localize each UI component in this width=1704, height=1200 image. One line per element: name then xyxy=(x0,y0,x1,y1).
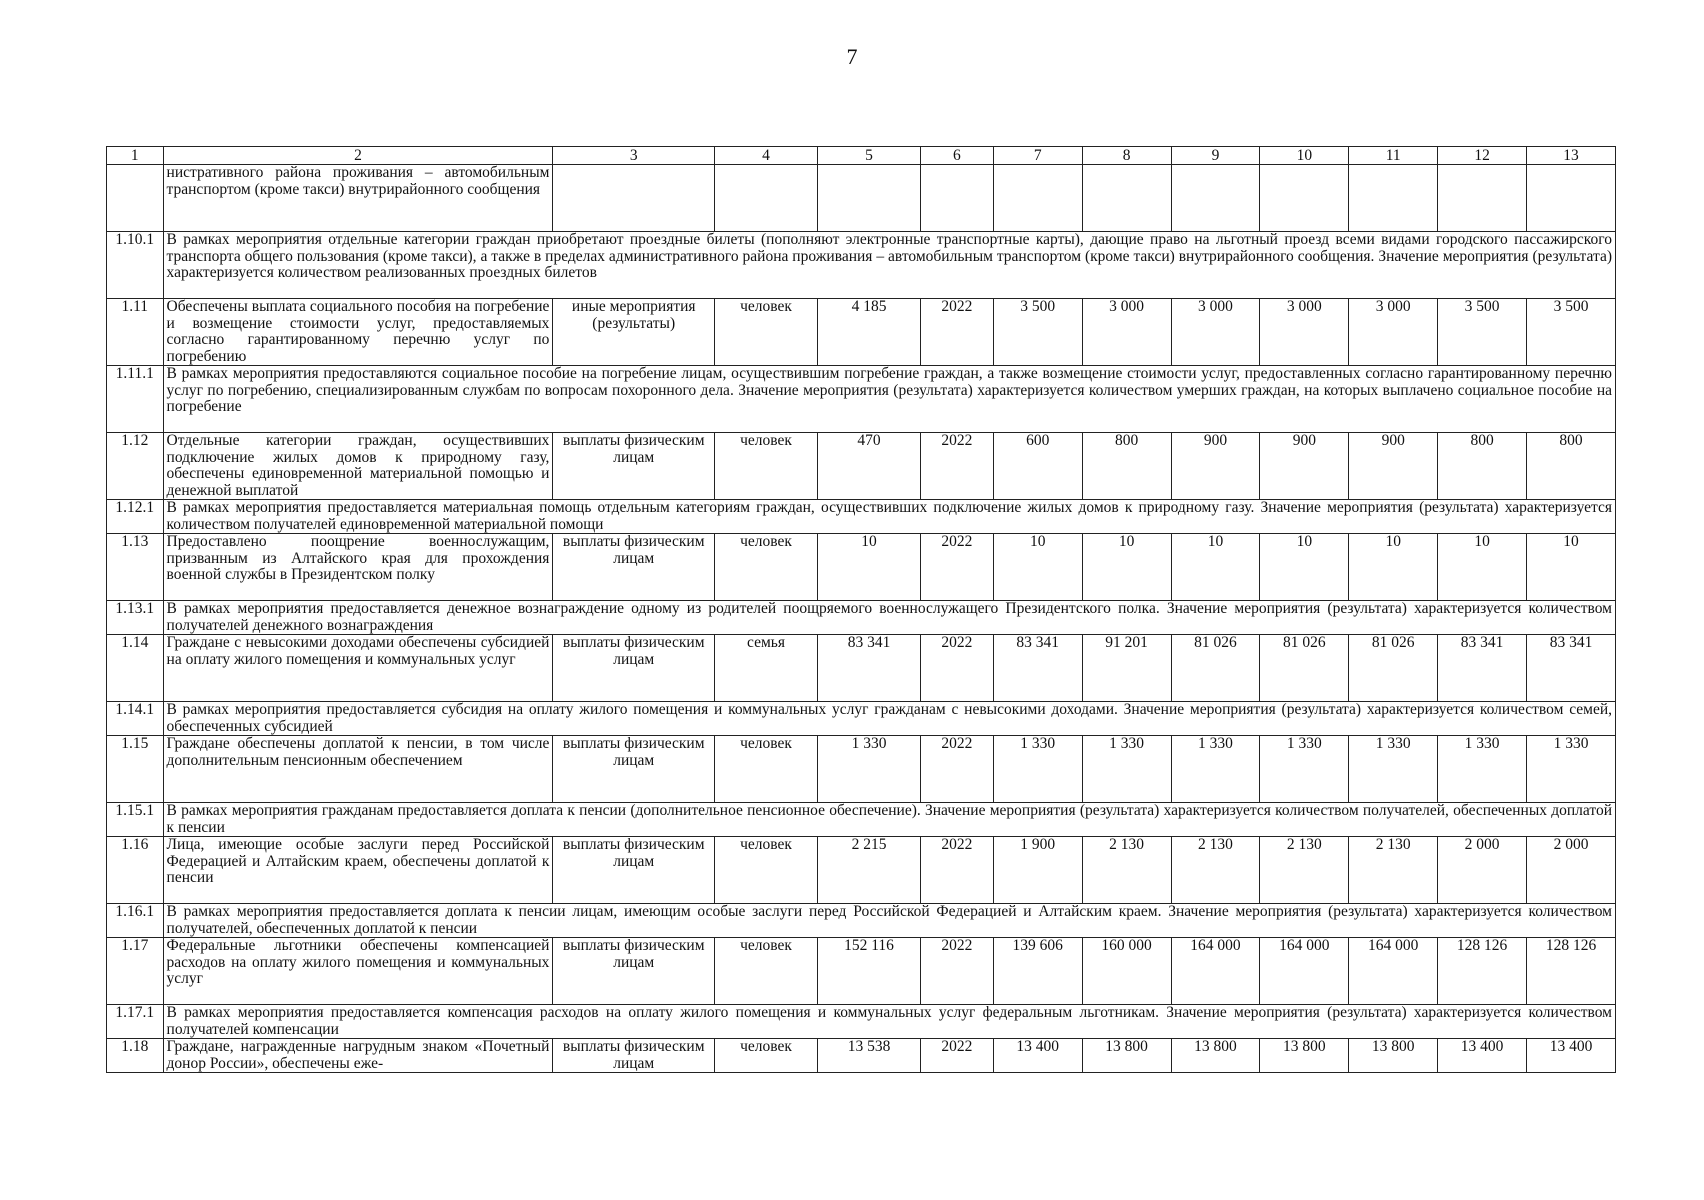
value-cell: 2 215 xyxy=(818,837,921,904)
value-cell: 13 538 xyxy=(818,1039,921,1073)
description-row xyxy=(107,904,1616,938)
row-name: Граждане с невысокими доходами обеспечены субсидией на оплату жилого помещения и коммунальных услуг xyxy=(163,635,553,702)
value-cell: 470 xyxy=(818,433,921,500)
value-cell: 900 xyxy=(1171,433,1260,500)
value-cell: 128 126 xyxy=(1438,938,1527,1005)
column-number: 1 xyxy=(107,147,164,165)
value-cell: 2 000 xyxy=(1438,837,1527,904)
value-cell: 2022 xyxy=(921,534,994,601)
row-code: 1.14.1 xyxy=(107,702,164,736)
row-description: В рамках мероприятия предоставляется субсидия на оплату жилого помещения и коммунальных услуг гражданам с невысокими доходами. Значение мероприятия (результата) характеризуется количеством семей, обеспеченных субсидией xyxy=(163,702,1615,736)
value-cell: 2022 xyxy=(921,433,994,500)
value-cell: 1 330 xyxy=(993,736,1082,803)
row-code: 1.13.1 xyxy=(107,601,164,635)
row-kind: выплаты физическим лицам xyxy=(553,635,715,702)
column-number: 8 xyxy=(1082,147,1171,165)
description-row xyxy=(107,232,1616,299)
value-cell: 13 800 xyxy=(1349,1039,1438,1073)
table-row xyxy=(107,837,1616,904)
row-code: 1.14 xyxy=(107,635,164,702)
description-row xyxy=(107,803,1616,837)
value-cell: 800 xyxy=(1527,433,1616,500)
column-number: 9 xyxy=(1171,147,1260,165)
empty-cell xyxy=(1527,165,1616,232)
row-description: В рамках мероприятия отдельные категории граждан приобретают проездные билеты (пополняют электронные транспортные карты), дающие право на льготный проезд всеми видами городского пассажирского транспорта общего пользования (кроме такси), а также в пределах административного района проживания – автомобильным транспортом (кроме такси) внутрирайонного сообщения. Значение мероприятия (результата) характеризуется количеством реализованных проездных билетов xyxy=(163,232,1615,299)
value-cell: 10 xyxy=(818,534,921,601)
row-code: 1.16.1 xyxy=(107,904,164,938)
value-cell: 3 500 xyxy=(1527,299,1616,366)
empty-cell xyxy=(553,165,715,232)
row-unit: человек xyxy=(715,938,818,1005)
value-cell: 1 330 xyxy=(1171,736,1260,803)
value-cell: 2 000 xyxy=(1527,837,1616,904)
row-unit: человек xyxy=(715,736,818,803)
value-cell: 2022 xyxy=(921,635,994,702)
value-cell: 10 xyxy=(1082,534,1171,601)
value-cell: 81 026 xyxy=(1260,635,1349,702)
value-cell: 10 xyxy=(1171,534,1260,601)
value-cell: 2022 xyxy=(921,1039,994,1073)
value-cell: 152 116 xyxy=(818,938,921,1005)
row-description: В рамках мероприятия предоставляется доплата к пенсии лицам, имеющим особые заслуги перед Российской Федерацией и Алтайским краем. Значение мероприятия (результата) характеризуется количеством получателей, обеспеченных доплатой к пенсии xyxy=(163,904,1615,938)
row-code: 1.12.1 xyxy=(107,500,164,534)
value-cell: 83 341 xyxy=(993,635,1082,702)
column-number: 11 xyxy=(1349,147,1438,165)
row-code: 1.17.1 xyxy=(107,1005,164,1039)
empty-cell xyxy=(1171,165,1260,232)
value-cell: 139 606 xyxy=(993,938,1082,1005)
column-number-row xyxy=(107,147,1616,165)
row-kind: выплаты физическим лицам xyxy=(553,433,715,500)
value-cell: 10 xyxy=(1260,534,1349,601)
row-code-cell xyxy=(107,165,164,232)
column-number: 7 xyxy=(993,147,1082,165)
value-cell: 2 130 xyxy=(1260,837,1349,904)
row-unit: человек xyxy=(715,1039,818,1073)
row-name: Отдельные категории граждан, осуществивших подключение жилых домов к природному газу, обеспечены единовременной материальной помощью и денежной выплатой xyxy=(163,433,553,500)
value-cell: 164 000 xyxy=(1260,938,1349,1005)
value-cell: 128 126 xyxy=(1527,938,1616,1005)
row-description: В рамках мероприятия предоставляется денежное вознаграждение одному из родителей поощряемого военнослужащего Президентского полка. Значение мероприятия (результата) характеризуется количеством получателей денежного вознаграждения xyxy=(163,601,1615,635)
value-cell: 900 xyxy=(1349,433,1438,500)
value-cell: 1 330 xyxy=(1349,736,1438,803)
value-cell: 13 400 xyxy=(993,1039,1082,1073)
value-cell: 900 xyxy=(1260,433,1349,500)
value-cell: 10 xyxy=(1349,534,1438,601)
column-number: 2 xyxy=(163,147,553,165)
value-cell: 164 000 xyxy=(1171,938,1260,1005)
row-name: Обеспечены выплата социального пособия на погребение и возмещение стоимости услуг, предоставляемых согласно гарантированному перечню услуг по погребению xyxy=(163,299,553,366)
value-cell: 2022 xyxy=(921,736,994,803)
value-cell: 10 xyxy=(1527,534,1616,601)
row-name: Граждане, награжденные нагрудным знаком «Почетный донор России», обеспечены еже- xyxy=(163,1039,553,1073)
row-code: 1.13 xyxy=(107,534,164,601)
value-cell: 13 800 xyxy=(1082,1039,1171,1073)
row-kind: выплаты физическим лицам xyxy=(553,837,715,904)
row-kind: иные мероприятия (результаты) xyxy=(553,299,715,366)
row-code: 1.17 xyxy=(107,938,164,1005)
table-row xyxy=(107,1039,1616,1073)
column-number: 3 xyxy=(553,147,715,165)
value-cell: 2 130 xyxy=(1349,837,1438,904)
row-description: В рамках мероприятия предоставляется компенсация расходов на оплату жилого помещения и коммунальных услуг федеральным льготникам. Значение мероприятия (результата) характеризуется количеством получателей компенсации xyxy=(163,1005,1615,1039)
row-kind: выплаты физическим лицам xyxy=(553,938,715,1005)
description-row xyxy=(107,366,1616,433)
value-cell: 1 330 xyxy=(1082,736,1171,803)
row-name: Граждане обеспечены доплатой к пенсии, в том числе дополнительным пенсионным обеспечением xyxy=(163,736,553,803)
value-cell: 1 330 xyxy=(1527,736,1616,803)
row-code: 1.16 xyxy=(107,837,164,904)
page-number: 7 xyxy=(846,44,858,69)
value-cell: 800 xyxy=(1082,433,1171,500)
empty-cell xyxy=(818,165,921,232)
column-number: 4 xyxy=(715,147,818,165)
row-name: Предоставлено поощрение военнослужащим, призванным из Алтайского края для прохождения военной службы в Президентском полку xyxy=(163,534,553,601)
empty-cell xyxy=(921,165,994,232)
row-code: 1.11.1 xyxy=(107,366,164,433)
value-cell: 2022 xyxy=(921,299,994,366)
indicators-table xyxy=(106,146,1616,1073)
value-cell: 13 800 xyxy=(1171,1039,1260,1073)
value-cell: 83 341 xyxy=(818,635,921,702)
column-number: 5 xyxy=(818,147,921,165)
value-cell: 600 xyxy=(993,433,1082,500)
value-cell: 81 026 xyxy=(1349,635,1438,702)
value-cell: 13 400 xyxy=(1438,1039,1527,1073)
description-row xyxy=(107,601,1616,635)
value-cell: 164 000 xyxy=(1349,938,1438,1005)
continuation-text: нистративного района проживания – автомобильным транспортом (кроме такси) внутрирайонного сообщения xyxy=(163,165,553,232)
row-code: 1.10.1 xyxy=(107,232,164,299)
table-row xyxy=(107,938,1616,1005)
empty-cell xyxy=(1349,165,1438,232)
value-cell: 2 130 xyxy=(1082,837,1171,904)
value-cell: 3 500 xyxy=(993,299,1082,366)
description-row xyxy=(107,1005,1616,1039)
value-cell: 4 185 xyxy=(818,299,921,366)
value-cell: 83 341 xyxy=(1438,635,1527,702)
row-code: 1.15.1 xyxy=(107,803,164,837)
value-cell: 2022 xyxy=(921,938,994,1005)
value-cell: 10 xyxy=(993,534,1082,601)
row-kind: выплаты физическим лицам xyxy=(553,736,715,803)
value-cell: 13 800 xyxy=(1260,1039,1349,1073)
description-row xyxy=(107,500,1616,534)
value-cell: 3 000 xyxy=(1082,299,1171,366)
description-row xyxy=(107,702,1616,736)
table-row xyxy=(107,299,1616,366)
row-description: В рамках мероприятия предоставляется материальная помощь отдельным категориям граждан, осуществивших подключение жилых домов к природному газу. Значение мероприятия (результата) характеризуется количеством получателей единовременной материальной помощи xyxy=(163,500,1615,534)
value-cell: 1 330 xyxy=(1260,736,1349,803)
row-code: 1.11 xyxy=(107,299,164,366)
table-row xyxy=(107,534,1616,601)
empty-cell xyxy=(1082,165,1171,232)
row-description: В рамках мероприятия гражданам предоставляется доплата к пенсии (дополнительное пенсионное обеспечение). Значение мероприятия (результата) характеризуется количеством получателей, обеспеченных доплатой к пенсии xyxy=(163,803,1615,837)
table-row xyxy=(107,635,1616,702)
empty-cell xyxy=(715,165,818,232)
empty-cell xyxy=(1260,165,1349,232)
row-unit: человек xyxy=(715,299,818,366)
value-cell: 800 xyxy=(1438,433,1527,500)
row-description: В рамках мероприятия предоставляются социальное пособие на погребение лицам, осуществившим погребение граждан, а также возмещение стоимости услуг, предоставленных согласно гарантированному перечню услуг по погребению, специализированным службам по вопросам похоронного дела. Значение мероприятия (результата) характеризуется количеством умерших граждан, на которых выплачено социальное пособие на погребение xyxy=(163,366,1615,433)
row-name: Федеральные льготники обеспечены компенсацией расходов на оплату жилого помещения и коммунальных услуг xyxy=(163,938,553,1005)
value-cell: 3 000 xyxy=(1171,299,1260,366)
column-number: 12 xyxy=(1438,147,1527,165)
value-cell: 3 000 xyxy=(1349,299,1438,366)
value-cell: 2 130 xyxy=(1171,837,1260,904)
row-kind: выплаты физическим лицам xyxy=(553,1039,715,1073)
row-code: 1.18 xyxy=(107,1039,164,1073)
row-code: 1.15 xyxy=(107,736,164,803)
column-number: 6 xyxy=(921,147,994,165)
row-unit: семья xyxy=(715,635,818,702)
value-cell: 1 330 xyxy=(1438,736,1527,803)
value-cell: 3 000 xyxy=(1260,299,1349,366)
value-cell: 1 900 xyxy=(993,837,1082,904)
value-cell: 10 xyxy=(1438,534,1527,601)
row-code: 1.12 xyxy=(107,433,164,500)
row-kind: выплаты физическим лицам xyxy=(553,534,715,601)
empty-cell xyxy=(1438,165,1527,232)
table-row xyxy=(107,433,1616,500)
value-cell: 2022 xyxy=(921,837,994,904)
row-unit: человек xyxy=(715,433,818,500)
value-cell: 81 026 xyxy=(1171,635,1260,702)
table-row xyxy=(107,736,1616,803)
continuation-row xyxy=(107,165,1616,232)
empty-cell xyxy=(993,165,1082,232)
value-cell: 1 330 xyxy=(818,736,921,803)
column-number: 13 xyxy=(1527,147,1616,165)
value-cell: 13 400 xyxy=(1527,1039,1616,1073)
row-unit: человек xyxy=(715,837,818,904)
value-cell: 160 000 xyxy=(1082,938,1171,1005)
row-unit: человек xyxy=(715,534,818,601)
column-number: 10 xyxy=(1260,147,1349,165)
row-name: Лица, имеющие особые заслуги перед Российской Федерацией и Алтайским краем, обеспечены доплатой к пенсии xyxy=(163,837,553,904)
value-cell: 83 341 xyxy=(1527,635,1616,702)
value-cell: 91 201 xyxy=(1082,635,1171,702)
value-cell: 3 500 xyxy=(1438,299,1527,366)
